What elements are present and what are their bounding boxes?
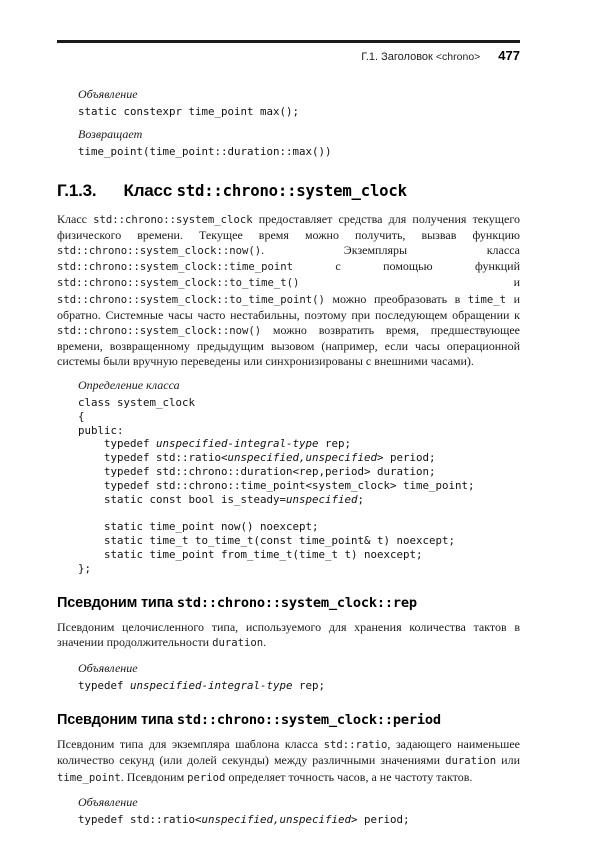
returns-code: [78, 145, 520, 159]
text-run: typedef std::chrono::duration<rep,period> duration;: [78, 465, 436, 479]
rep-heading: [57, 595, 520, 611]
running-head-title: [361, 51, 480, 63]
code-line: [78, 410, 520, 424]
period-heading: [57, 712, 520, 728]
text-run: static time_point now() noexcept;: [78, 520, 319, 534]
returns-label: Возвращает: [78, 127, 143, 142]
italic-text: unspecified: [286, 492, 358, 506]
text-run: .: [263, 635, 267, 650]
class-definition-label: Определение класса: [78, 378, 180, 393]
code-line: [78, 562, 520, 576]
running-head-rule: [57, 40, 520, 43]
inline-code: std::chrono::system_clock: [176, 181, 407, 201]
text-run: > period;: [351, 812, 410, 826]
text-run: typedef std::ratio<: [78, 812, 202, 826]
text-run: Псевдоним типа: [57, 595, 177, 612]
code-line: [78, 534, 520, 548]
text-run: typedef std::chrono::time_point<system_clock> time_point;: [78, 478, 475, 492]
text-run: class system_clock: [78, 396, 196, 410]
text-run: static const bool is_steady=: [78, 492, 287, 506]
text-run: typedef std::ratio<: [78, 451, 228, 465]
text-run: определяет точность часов, а не частоту тактов.: [225, 769, 473, 784]
text-run: предоставляет средства для получения текущего физического времени. Текущее время можно получить, вызвав функцию: [57, 212, 520, 243]
text-run: Г.1. Заголовок: [361, 50, 436, 63]
text-run: rep;: [292, 678, 326, 692]
text-run: и обратно. Системные часы часто нестабильны, поэтому при последующем обращении к: [57, 291, 520, 322]
text-run: ;: [357, 492, 365, 506]
text-run: static constexpr time_point max();: [78, 104, 300, 118]
text-run: Псевдоним типа: [57, 712, 177, 729]
text-run: с помощью функций: [293, 259, 520, 274]
code-line: [78, 451, 520, 465]
code-line: [78, 813, 520, 827]
inline-code: std::chrono::system_clock: [93, 214, 253, 227]
code-line: [78, 548, 520, 562]
code-line: [78, 105, 520, 119]
code-line: [78, 506, 520, 520]
text-run: rep;: [318, 437, 352, 451]
text-run: . Псевдоним: [120, 769, 188, 784]
inline-code: std::chrono::system_clock::to_time_point(): [57, 293, 325, 306]
text-run: можно возвратить время, предшествующее времени, возвращенному предыдущим вызовом (например, если часы операционной системы были вручную переведены или синхронизированы с внешними часами).: [57, 322, 520, 368]
inline-code: duration: [445, 755, 497, 768]
declaration-label: Объявление: [78, 86, 138, 101]
code-line: [78, 465, 520, 479]
italic-text: unspecified-integral-type: [130, 678, 293, 692]
text-run: Класс: [123, 181, 177, 201]
text-run: и: [299, 275, 520, 290]
italic-text: unspecified,unspecified: [201, 812, 352, 826]
inline-code: std::ratio: [323, 739, 388, 752]
text-run: public:: [78, 423, 124, 437]
period-declaration-label: Объявление: [78, 794, 138, 809]
running-head: [57, 48, 520, 63]
inline-code: std::chrono::system_clock::to_time_t(): [57, 277, 300, 290]
inline-code: std::chrono::system_clock::rep: [176, 595, 417, 612]
period-declaration-code: [78, 813, 520, 827]
text-run: Класс: [57, 212, 94, 227]
text-run: Псевдоним типа для экземпляра шаблона класса: [57, 737, 324, 752]
inline-code: <chrono>: [435, 50, 481, 63]
code-line: [78, 424, 520, 438]
text-run: typedef: [78, 678, 131, 692]
text-run: };: [78, 561, 92, 575]
declaration-code: [78, 105, 520, 119]
text-run: time_point(time_point::duration::max()): [78, 145, 332, 159]
section-number: Г.1.3.: [57, 181, 97, 201]
text-run: Псевдоним целочисленного типа, используемого для хранения количества тактов в значении продолжительности: [57, 620, 520, 650]
text-run: {: [78, 409, 85, 423]
code-line: [78, 520, 520, 534]
page-number: 477: [498, 47, 520, 63]
inline-code: time_point: [57, 771, 121, 784]
code-line: [78, 396, 520, 410]
period-paragraph: [57, 737, 520, 785]
rep-declaration-label: Объявление: [78, 660, 138, 675]
italic-text: unspecified-integral-type: [156, 437, 319, 451]
code-line: [78, 479, 520, 493]
section-intro-paragraph: [57, 212, 520, 369]
code-line: [78, 145, 520, 159]
inline-code: period: [187, 771, 226, 784]
inline-code: duration: [212, 637, 264, 650]
text-run: . Экземпляры класса: [261, 243, 520, 258]
inline-code: time_t: [467, 293, 507, 306]
text-run: или: [496, 753, 520, 768]
inline-code: std::chrono::system_clock::now(): [57, 324, 262, 337]
code-line: [78, 437, 520, 451]
code-line: [78, 679, 520, 693]
rep-paragraph: [57, 620, 520, 651]
text-run: typedef: [78, 437, 157, 451]
class-definition-code: [78, 396, 520, 575]
code-line: [78, 493, 520, 507]
inline-code: std::chrono::system_clock::now(): [57, 245, 262, 258]
inline-code: std::chrono::system_clock::time_point: [57, 261, 293, 274]
text-run: static time_point from_time_t(time_t t) noexcept;: [78, 547, 423, 561]
section-title: [124, 181, 407, 200]
inline-code: std::chrono::system_clock::period: [176, 712, 441, 729]
text-run: , задающего наименьшее количество секунд (или долей секунды) между различными значениями: [57, 737, 520, 768]
rep-declaration-code: [78, 679, 520, 693]
italic-text: unspecified,unspecified: [227, 451, 378, 465]
text-run: > period;: [377, 451, 436, 465]
text-run: можно преобразовать в: [324, 291, 468, 306]
text-run: static time_t to_time_t(const time_point& t) noexcept;: [78, 534, 456, 547]
section-heading: [57, 181, 520, 201]
